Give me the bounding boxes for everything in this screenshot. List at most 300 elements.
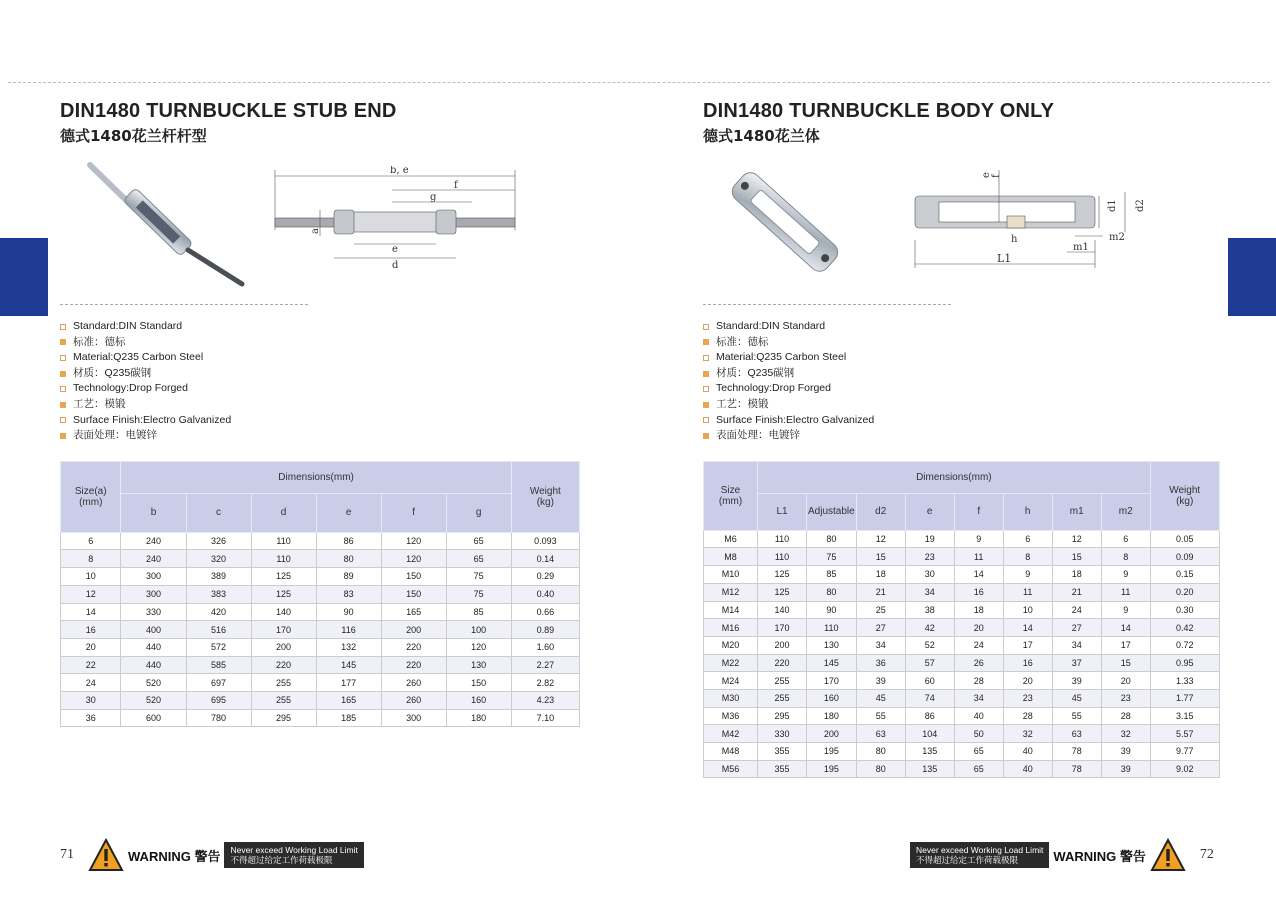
table-cell: 326 bbox=[186, 532, 251, 550]
table-cell: 170 bbox=[807, 672, 857, 690]
table-row bbox=[704, 743, 1220, 761]
table-cell: 145 bbox=[807, 654, 857, 672]
table-cell: 10 bbox=[61, 568, 121, 586]
table-cell: 240 bbox=[121, 550, 186, 568]
right-side-tab bbox=[1228, 238, 1276, 316]
table-cell: 0.66 bbox=[511, 603, 579, 621]
left-page bbox=[60, 100, 580, 727]
table-cell: 63 bbox=[1052, 725, 1101, 743]
spec-text: 工艺：模锻 bbox=[716, 397, 769, 410]
table-cell: 150 bbox=[381, 585, 446, 603]
table-cell: 15 bbox=[1101, 654, 1150, 672]
table-cell: 130 bbox=[807, 636, 857, 654]
column-header: d2 bbox=[856, 493, 905, 530]
left-spec-list bbox=[60, 319, 580, 444]
table-cell: 24 bbox=[954, 636, 1003, 654]
stub-end-photo bbox=[80, 160, 250, 290]
table-cell: 14 bbox=[61, 603, 121, 621]
table-cell: 23 bbox=[905, 548, 954, 566]
table-cell: 8 bbox=[1101, 548, 1150, 566]
table-cell: 90 bbox=[807, 601, 857, 619]
table-row bbox=[704, 760, 1220, 778]
dim-label-m1: m1 bbox=[1073, 242, 1089, 253]
column-header: m2 bbox=[1101, 493, 1150, 530]
spec-text: Surface Finish:Electro Galvanized bbox=[73, 413, 232, 426]
table-cell: 320 bbox=[186, 550, 251, 568]
bullet-square-icon bbox=[703, 402, 709, 408]
stub-end-table bbox=[60, 461, 580, 728]
table-cell: 1.77 bbox=[1150, 689, 1219, 707]
table-cell: M48 bbox=[704, 743, 758, 761]
table-row bbox=[704, 530, 1220, 548]
table-cell: 170 bbox=[251, 621, 316, 639]
bullet-square-icon bbox=[703, 339, 709, 345]
table-cell: 36 bbox=[61, 709, 121, 727]
spec-item bbox=[60, 319, 580, 335]
table-cell: 120 bbox=[381, 550, 446, 568]
table-cell: 32 bbox=[1101, 725, 1150, 743]
left-side-tab bbox=[0, 238, 48, 316]
table-cell: 6 bbox=[1003, 530, 1052, 548]
spec-text: 表面处理：电镀锌 bbox=[716, 429, 800, 442]
bullet-square-icon bbox=[703, 355, 709, 361]
table-cell: 330 bbox=[758, 725, 807, 743]
table-cell: 0.89 bbox=[511, 621, 579, 639]
table-cell: 3.15 bbox=[1150, 707, 1219, 725]
table-cell: 110 bbox=[758, 530, 807, 548]
table-cell: 34 bbox=[954, 689, 1003, 707]
table-cell: 0.42 bbox=[1150, 619, 1219, 637]
table-cell: 32 bbox=[1003, 725, 1052, 743]
table-cell: 15 bbox=[856, 548, 905, 566]
table-cell: 19 bbox=[905, 530, 954, 548]
column-header: f bbox=[954, 493, 1003, 530]
table-row bbox=[704, 636, 1220, 654]
table-cell: 20 bbox=[1101, 672, 1150, 690]
table-cell: 180 bbox=[807, 707, 857, 725]
table-row bbox=[61, 709, 580, 727]
dimensions-header: Dimensions(mm) bbox=[121, 461, 511, 493]
table-cell: 330 bbox=[121, 603, 186, 621]
dim-label-a: a bbox=[310, 228, 321, 234]
table-cell: 355 bbox=[758, 760, 807, 778]
table-cell: 27 bbox=[1052, 619, 1101, 637]
table-cell: 34 bbox=[1052, 636, 1101, 654]
left-footer bbox=[60, 838, 364, 872]
table-cell: 80 bbox=[807, 583, 857, 601]
table-cell: 36 bbox=[856, 654, 905, 672]
table-cell: 23 bbox=[1003, 689, 1052, 707]
bullet-square-icon bbox=[60, 386, 66, 392]
table-cell: 65 bbox=[954, 743, 1003, 761]
table-cell: 0.95 bbox=[1150, 654, 1219, 672]
bullet-square-icon bbox=[703, 386, 709, 392]
table-cell: 383 bbox=[186, 585, 251, 603]
table-cell: 78 bbox=[1052, 743, 1101, 761]
table-cell: 200 bbox=[758, 636, 807, 654]
table-cell: M56 bbox=[704, 760, 758, 778]
table-cell: 75 bbox=[807, 548, 857, 566]
bullet-square-icon bbox=[703, 371, 709, 377]
table-cell: 9 bbox=[1003, 566, 1052, 584]
column-header: m1 bbox=[1052, 493, 1101, 530]
table-cell: 300 bbox=[381, 709, 446, 727]
table-row bbox=[704, 707, 1220, 725]
table-cell: 145 bbox=[316, 656, 381, 674]
table-cell: M24 bbox=[704, 672, 758, 690]
bullet-square-icon bbox=[60, 339, 66, 345]
table-cell: 200 bbox=[807, 725, 857, 743]
body-only-drawing bbox=[903, 164, 1163, 274]
table-cell: 40 bbox=[1003, 743, 1052, 761]
table-cell: 18 bbox=[954, 601, 1003, 619]
table-cell: 2.27 bbox=[511, 656, 579, 674]
table-cell: 110 bbox=[758, 548, 807, 566]
table-cell: 9 bbox=[1101, 566, 1150, 584]
table-cell: 140 bbox=[758, 601, 807, 619]
table-cell: 185 bbox=[316, 709, 381, 727]
table-cell: 26 bbox=[954, 654, 1003, 672]
table-cell: 45 bbox=[1052, 689, 1101, 707]
table-cell: 74 bbox=[905, 689, 954, 707]
table-cell: 52 bbox=[905, 636, 954, 654]
spec-text: 表面处理：电镀锌 bbox=[73, 429, 157, 442]
table-cell: 160 bbox=[807, 689, 857, 707]
table-cell: 85 bbox=[807, 566, 857, 584]
dim-label-f: f bbox=[454, 180, 458, 191]
table-cell: 60 bbox=[905, 672, 954, 690]
table-cell: 86 bbox=[316, 532, 381, 550]
table-cell: M42 bbox=[704, 725, 758, 743]
table-cell: 16 bbox=[1003, 654, 1052, 672]
table-cell: 11 bbox=[1101, 583, 1150, 601]
table-cell: 39 bbox=[1052, 672, 1101, 690]
table-cell: 255 bbox=[251, 691, 316, 709]
table-cell: 9.02 bbox=[1150, 760, 1219, 778]
table-cell: 200 bbox=[251, 638, 316, 656]
table-cell: 0.72 bbox=[1150, 636, 1219, 654]
spec-text: Technology:Drop Forged bbox=[73, 382, 188, 395]
table-cell: 78 bbox=[1052, 760, 1101, 778]
table-cell: 45 bbox=[856, 689, 905, 707]
table-cell: 40 bbox=[954, 707, 1003, 725]
table-cell: 20 bbox=[61, 638, 121, 656]
table-cell: 220 bbox=[251, 656, 316, 674]
bullet-square-icon bbox=[703, 417, 709, 423]
spec-item bbox=[703, 350, 1223, 366]
table-cell: 125 bbox=[251, 568, 316, 586]
table-cell: M30 bbox=[704, 689, 758, 707]
table-cell: 0.14 bbox=[511, 550, 579, 568]
table-cell: 440 bbox=[121, 638, 186, 656]
right-figure bbox=[703, 160, 1223, 300]
table-cell: 220 bbox=[381, 638, 446, 656]
table-cell: 14 bbox=[1003, 619, 1052, 637]
spec-text: 工艺：模锻 bbox=[73, 397, 126, 410]
table-cell: 42 bbox=[905, 619, 954, 637]
table-cell: 572 bbox=[186, 638, 251, 656]
dim-label-m2: m2 bbox=[1109, 232, 1125, 243]
right-warning bbox=[910, 838, 1186, 872]
spec-item bbox=[60, 413, 580, 429]
table-cell: 0.05 bbox=[1150, 530, 1219, 548]
table-cell: M14 bbox=[704, 601, 758, 619]
table-cell: 12 bbox=[856, 530, 905, 548]
warning-label: WARNING 警告 bbox=[128, 848, 221, 864]
warning-triangle-icon bbox=[88, 838, 124, 872]
column-header: Adjustable bbox=[807, 493, 857, 530]
table-cell: 125 bbox=[758, 583, 807, 601]
table-cell: 295 bbox=[758, 707, 807, 725]
table-cell: 1.33 bbox=[1150, 672, 1219, 690]
bullet-square-icon bbox=[60, 371, 66, 377]
table-cell: 260 bbox=[381, 691, 446, 709]
spec-text: Material:Q235 Carbon Steel bbox=[73, 351, 204, 364]
column-header: d bbox=[251, 493, 316, 532]
table-cell: 75 bbox=[446, 568, 511, 586]
table-row bbox=[61, 532, 580, 550]
left-subtitle: 德式1480花兰杆杆型 bbox=[60, 127, 207, 145]
table-row bbox=[704, 548, 1220, 566]
table-cell: 15 bbox=[1052, 548, 1101, 566]
table-cell: 30 bbox=[61, 691, 121, 709]
warning-text-box bbox=[224, 842, 363, 868]
spec-item bbox=[703, 335, 1223, 351]
table-cell: 23 bbox=[1101, 689, 1150, 707]
table-row bbox=[61, 550, 580, 568]
dim-label-e-right: e bbox=[981, 172, 992, 178]
table-cell: 4.23 bbox=[511, 691, 579, 709]
table-cell: 0.29 bbox=[511, 568, 579, 586]
body-only-table bbox=[703, 461, 1220, 779]
size-header: Size(a) (mm) bbox=[61, 461, 121, 532]
table-cell: 160 bbox=[446, 691, 511, 709]
table-cell: 104 bbox=[905, 725, 954, 743]
table-cell: 63 bbox=[856, 725, 905, 743]
left-figure bbox=[60, 160, 580, 300]
table-cell: 116 bbox=[316, 621, 381, 639]
warning-triangle-icon bbox=[1150, 838, 1186, 872]
left-figure-separator bbox=[60, 304, 308, 305]
warning-line-2: 不得超过给定工作荷载极限 bbox=[916, 855, 1019, 865]
table-cell: 150 bbox=[446, 674, 511, 692]
table-cell: 7.10 bbox=[511, 709, 579, 727]
dim-label-e: e bbox=[392, 244, 398, 255]
warning-text-box bbox=[910, 842, 1049, 868]
spec-item bbox=[60, 397, 580, 413]
column-header: h bbox=[1003, 493, 1052, 530]
stub-end-drawing bbox=[272, 166, 532, 276]
body-only-photo bbox=[713, 160, 863, 290]
table-cell: 50 bbox=[954, 725, 1003, 743]
right-spec-list bbox=[703, 319, 1223, 444]
table-cell: 130 bbox=[446, 656, 511, 674]
table-cell: 516 bbox=[186, 621, 251, 639]
spec-item bbox=[703, 381, 1223, 397]
column-header: g bbox=[446, 493, 511, 532]
table-cell: 20 bbox=[954, 619, 1003, 637]
column-header: c bbox=[186, 493, 251, 532]
table-cell: 0.093 bbox=[511, 532, 579, 550]
bullet-square-icon bbox=[703, 433, 709, 439]
table-cell: 0.40 bbox=[511, 585, 579, 603]
table-cell: 0.09 bbox=[1150, 548, 1219, 566]
table-cell: 170 bbox=[758, 619, 807, 637]
table-cell: 90 bbox=[316, 603, 381, 621]
table-cell: 18 bbox=[856, 566, 905, 584]
dimensions-header: Dimensions(mm) bbox=[758, 461, 1151, 493]
table-cell: 132 bbox=[316, 638, 381, 656]
table-cell: 695 bbox=[186, 691, 251, 709]
table-cell: 28 bbox=[1101, 707, 1150, 725]
weight-header: Weight (kg) bbox=[1150, 461, 1219, 530]
table-row bbox=[61, 674, 580, 692]
table-cell: 140 bbox=[251, 603, 316, 621]
table-cell: 22 bbox=[61, 656, 121, 674]
bullet-square-icon bbox=[60, 433, 66, 439]
table-cell: 9 bbox=[954, 530, 1003, 548]
table-cell: 295 bbox=[251, 709, 316, 727]
table-cell: 40 bbox=[1003, 760, 1052, 778]
table-cell: 21 bbox=[856, 583, 905, 601]
bullet-square-icon bbox=[60, 355, 66, 361]
table-cell: 75 bbox=[446, 585, 511, 603]
column-header: e bbox=[905, 493, 954, 530]
dim-label-be: b, e bbox=[390, 166, 409, 176]
right-page bbox=[703, 100, 1223, 778]
table-row bbox=[61, 656, 580, 674]
right-figure-separator bbox=[703, 304, 951, 305]
table-cell: 520 bbox=[121, 691, 186, 709]
spec-text: Technology:Drop Forged bbox=[716, 382, 831, 395]
table-cell: 16 bbox=[954, 583, 1003, 601]
table-cell: 0.15 bbox=[1150, 566, 1219, 584]
table-cell: 65 bbox=[954, 760, 1003, 778]
table-cell: 6 bbox=[1101, 530, 1150, 548]
warning-line-2: 不得超过给定工作荷载极限 bbox=[230, 855, 333, 865]
table-cell: 8 bbox=[61, 550, 121, 568]
table-cell: 389 bbox=[186, 568, 251, 586]
table-row bbox=[61, 603, 580, 621]
spec-text: Surface Finish:Electro Galvanized bbox=[716, 413, 875, 426]
table-row bbox=[704, 725, 1220, 743]
table-cell: 255 bbox=[758, 672, 807, 690]
table-cell: 20 bbox=[1003, 672, 1052, 690]
left-page-number: 71 bbox=[60, 847, 74, 862]
table-cell: 12 bbox=[1052, 530, 1101, 548]
table-cell: M10 bbox=[704, 566, 758, 584]
table-cell: 125 bbox=[758, 566, 807, 584]
spec-text: 材质：Q235碳钢 bbox=[73, 366, 152, 379]
table-cell: 165 bbox=[316, 691, 381, 709]
dim-label-g: g bbox=[430, 192, 437, 203]
table-cell: 28 bbox=[954, 672, 1003, 690]
table-cell: 24 bbox=[1052, 601, 1101, 619]
table-cell: 80 bbox=[807, 530, 857, 548]
table-cell: 255 bbox=[758, 689, 807, 707]
table-cell: 400 bbox=[121, 621, 186, 639]
spec-text: Material:Q235 Carbon Steel bbox=[716, 351, 847, 364]
table-cell: 18 bbox=[1052, 566, 1101, 584]
right-footer bbox=[910, 838, 1214, 872]
column-header: e bbox=[316, 493, 381, 532]
spec-text: Standard:DIN Standard bbox=[73, 320, 183, 332]
table-row bbox=[61, 638, 580, 656]
table-cell: 21 bbox=[1052, 583, 1101, 601]
table-row bbox=[61, 691, 580, 709]
dim-label-f-right: f bbox=[991, 174, 1002, 178]
table-cell: 120 bbox=[446, 638, 511, 656]
warning-line-1: Never exceed Working Load Limit bbox=[230, 845, 358, 855]
table-cell: 255 bbox=[251, 674, 316, 692]
table-cell: 195 bbox=[807, 760, 857, 778]
table-cell: 28 bbox=[1003, 707, 1052, 725]
table-cell: 27 bbox=[856, 619, 905, 637]
table-cell: 37 bbox=[1052, 654, 1101, 672]
spec-item bbox=[60, 366, 580, 382]
table-cell: 10 bbox=[1003, 601, 1052, 619]
table-cell: 260 bbox=[381, 674, 446, 692]
dim-label-h: h bbox=[1011, 234, 1018, 245]
table-cell: 39 bbox=[856, 672, 905, 690]
table-cell: 220 bbox=[381, 656, 446, 674]
table-cell: 5.57 bbox=[1150, 725, 1219, 743]
right-title: DIN1480 TURNBUCKLE BODY ONLY bbox=[703, 100, 1055, 122]
spec-item bbox=[703, 397, 1223, 413]
table-cell: 25 bbox=[856, 601, 905, 619]
table-cell: M12 bbox=[704, 583, 758, 601]
table-row bbox=[704, 566, 1220, 584]
table-cell: 6 bbox=[61, 532, 121, 550]
table-cell: 38 bbox=[905, 601, 954, 619]
table-cell: 14 bbox=[1101, 619, 1150, 637]
spec-text: 标准：德标 bbox=[73, 335, 126, 348]
table-cell: 8 bbox=[1003, 548, 1052, 566]
size-header: Size (mm) bbox=[704, 461, 758, 530]
table-cell: 697 bbox=[186, 674, 251, 692]
table-cell: M8 bbox=[704, 548, 758, 566]
table-cell: 12 bbox=[61, 585, 121, 603]
table-cell: 85 bbox=[446, 603, 511, 621]
table-row bbox=[704, 601, 1220, 619]
table-cell: 11 bbox=[1003, 583, 1052, 601]
table-cell: 110 bbox=[251, 532, 316, 550]
table-cell: 57 bbox=[905, 654, 954, 672]
table-cell: 17 bbox=[1101, 636, 1150, 654]
table-cell: 440 bbox=[121, 656, 186, 674]
spec-item bbox=[703, 413, 1223, 429]
table-cell: 220 bbox=[758, 654, 807, 672]
table-cell: 135 bbox=[905, 760, 954, 778]
table-cell: 135 bbox=[905, 743, 954, 761]
spec-item bbox=[60, 428, 580, 444]
column-header: f bbox=[381, 493, 446, 532]
table-cell: 39 bbox=[1101, 760, 1150, 778]
table-cell: 200 bbox=[381, 621, 446, 639]
table-cell: 39 bbox=[1101, 743, 1150, 761]
table-cell: 125 bbox=[251, 585, 316, 603]
right-subtitle: 德式1480花兰体 bbox=[703, 127, 820, 145]
table-cell: 177 bbox=[316, 674, 381, 692]
table-cell: 0.30 bbox=[1150, 601, 1219, 619]
spec-text: 标准：德标 bbox=[716, 335, 769, 348]
table-cell: 11 bbox=[954, 548, 1003, 566]
dim-label-d: d bbox=[392, 260, 399, 271]
table-cell: 300 bbox=[121, 585, 186, 603]
table-cell: 80 bbox=[856, 743, 905, 761]
spec-text: Standard:DIN Standard bbox=[716, 320, 826, 332]
table-cell: 355 bbox=[758, 743, 807, 761]
